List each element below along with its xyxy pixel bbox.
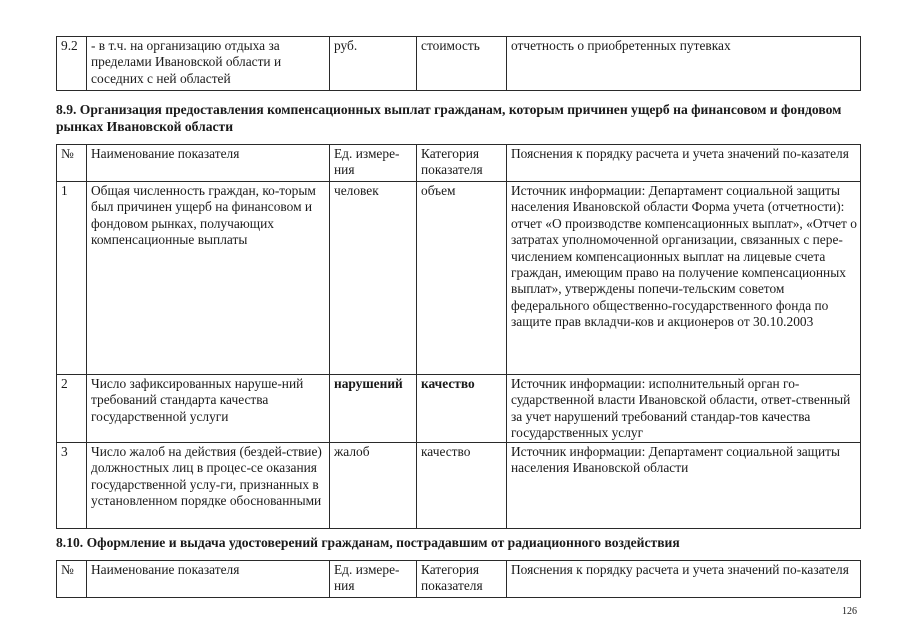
indicator-name: - в т.ч. на организацию отдыха за пределами Ивановской области и соседних с ней областей (87, 37, 330, 91)
unit-of-measure: нарушений (330, 375, 417, 443)
row-number: 9.2 (57, 37, 87, 91)
header-category: Категория показателя (417, 145, 507, 182)
indicator-category: качество (417, 443, 507, 529)
indicator-category: качество (417, 375, 507, 443)
calculation-explanation: отчетность о приобретенных путевках (507, 37, 861, 91)
indicators-table-8-10 (56, 560, 861, 598)
page-number: 126 (842, 606, 857, 617)
unit-of-measure: руб. (330, 37, 417, 91)
header-explanation: Пояснения к порядку расчета и учета значений по-казателя (507, 145, 861, 182)
indicator-name: Общая численность граждан, ко-торым был причинен ущерб на финансовом и фондовом рынках, получающих компенсационные выплаты (87, 182, 330, 375)
header-unit: Ед. измере-ния (330, 145, 417, 182)
header-explanation: Пояснения к порядку расчета и учета значений по-казателя (507, 561, 861, 598)
calculation-explanation: Источник информации: Департамент социальной защиты населения Ивановской области Форма учета (отчетности): отчет «О производстве компенсационных выплат», «Отчет о затратах уполномоченной организации, связанных с пере-числением компенсационных выплат на лицевые счета граждан, имеющим право на получение компенсационных выплат», утверждены попечи-тельским советом федерального общественно-государственного фонда по защите прав вкладчи-ков и акционеров от 30.10.2003 (507, 182, 861, 375)
calculation-explanation: Источник информации: исполнительный орган го-сударственной власти Ивановской области, ответ-ственный за учет нарушений требований стандар-тов качества государственных услуг (507, 375, 861, 443)
header-number: № (57, 145, 87, 182)
section-title-8-10: 8.10. Оформление и выдача удостоверений гражданам, пострадавшим от радиационного воздействия (56, 535, 680, 550)
section-title-8-9: 8.9. Организация предоставления компенсационных выплат гражданам, которым причинен ущерб на финансовом и фондовом рынках Ивановской области (56, 102, 842, 134)
header-number: № (57, 561, 87, 598)
indicator-category: объем (417, 182, 507, 375)
table-row (57, 182, 861, 375)
table-row (57, 37, 861, 91)
unit-of-measure: жалоб (330, 443, 417, 529)
indicator-name: Число зафиксированных наруше-ний требований стандарта качества государственной услуги (87, 375, 330, 443)
calculation-explanation: Источник информации: Департамент социальной защиты населения Ивановской области (507, 443, 861, 529)
table-header-row (57, 145, 861, 182)
header-category: Категория показателя (417, 561, 507, 598)
row-number: 3 (57, 443, 87, 529)
table-header-row (57, 561, 861, 598)
header-name: Наименование показателя (87, 561, 330, 598)
row-number: 2 (57, 375, 87, 443)
header-name: Наименование показателя (87, 145, 330, 182)
top-continuation-table (56, 36, 861, 91)
table-row (57, 375, 861, 443)
indicators-table-8-9 (56, 144, 861, 529)
header-unit: Ед. измере-ния (330, 561, 417, 598)
row-number: 1 (57, 182, 87, 375)
indicator-category: стоимость (417, 37, 507, 91)
unit-of-measure: человек (330, 182, 417, 375)
table-row (57, 443, 861, 529)
indicator-name: Число жалоб на действия (бездей-ствие) должностных лиц в процес-се оказания государственной услу-ги, признанных в установленном порядке обоснованными (87, 443, 330, 529)
